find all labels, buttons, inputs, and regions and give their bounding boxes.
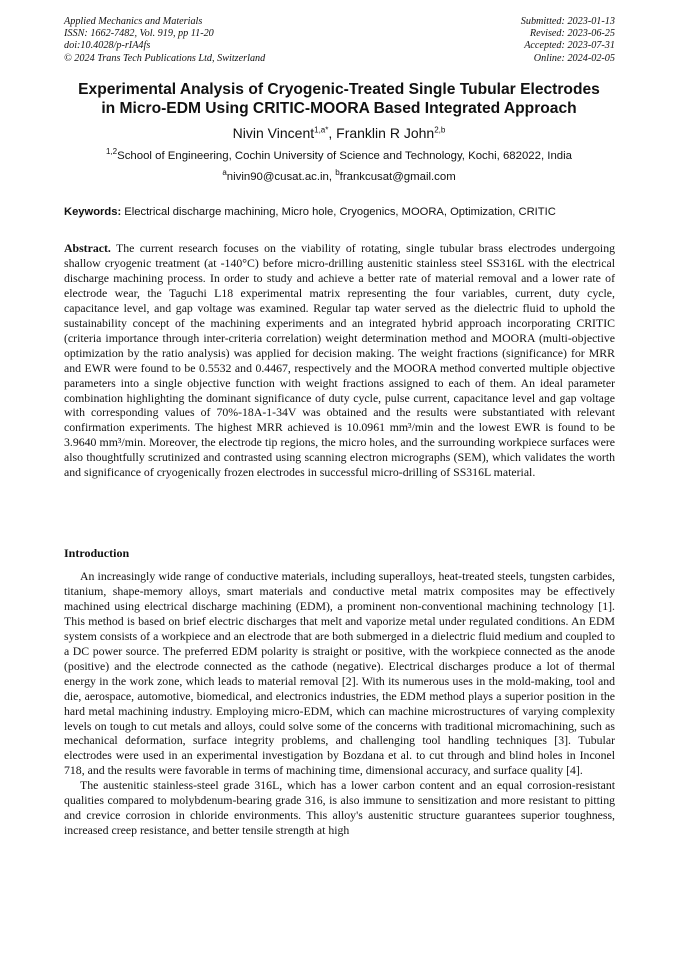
author-2-sup: 2,b	[434, 125, 446, 135]
email-b-sup: b	[335, 168, 340, 178]
author-2-name: Franklin R John	[336, 125, 435, 141]
journal-name: Applied Mechanics and Materials	[64, 16, 203, 27]
introduction-body	[64, 569, 615, 838]
email-b: frankcusat@gmail.com	[339, 171, 456, 183]
keywords-label: Keywords:	[64, 206, 122, 218]
author-separator: ,	[328, 125, 337, 141]
journal-doi: doi:10.4028/p-rIA4fs	[64, 40, 151, 52]
introduction-paragraph-2: The austenitic stainless-steel grade 316L, which has a lower carbon content and an equal corrosion-resistant qualities compared to molybdenum-bearing grade 316, is also immune to sensitization and more resistant to pitting and crevice corrosion in chloride environments. This alloy's austenitic structure guarantees superior toughness, increased creep resistance, and better tensile strength at high	[64, 778, 615, 838]
keywords-text: Electrical discharge machining, Micro hole, Cryogenics, MOORA, Optimization, CRITIC	[121, 206, 556, 218]
author-1-name: Nivin Vincent	[232, 125, 315, 141]
date-online: Online: 2024-02-05	[533, 52, 615, 64]
keywords	[64, 205, 615, 220]
journal-issn: ISSN: 1662-7482, Vol. 919, pp 11-20	[64, 28, 214, 40]
date-accepted: Accepted: 2023-07-31	[524, 40, 615, 52]
introduction-heading: Introduction	[64, 546, 130, 560]
journal-header-left	[64, 16, 265, 65]
affiliation-sup: 1,2	[106, 147, 118, 157]
date-revised: Revised: 2023-06-25	[529, 28, 615, 40]
title-line-2: in Micro-EDM Using CRITIC-MOORA Based Integrated Approach	[101, 100, 577, 117]
email-a-sup: a	[222, 168, 227, 178]
journal-header-right	[521, 16, 615, 65]
affiliation	[0, 149, 678, 164]
affiliation-text: School of Engineering, Cochin University of Science and Technology, Kochi, 682022, India	[117, 150, 572, 162]
author-1-sup: 1,a*	[314, 125, 329, 135]
email-a: nivin90@cusat.ac.in,	[226, 171, 336, 183]
abstract-label: Abstract.	[64, 241, 111, 255]
abstract	[64, 241, 615, 480]
date-submitted: Submitted: 2023-01-13	[520, 16, 615, 27]
journal-copyright: © 2024 Trans Tech Publications Ltd, Switzerland	[64, 52, 266, 64]
paper-title	[40, 80, 638, 118]
author-emails	[0, 170, 678, 185]
abstract-text: The current research focuses on the viability of rotating, single tubular brass electrodes undergoing shallow cryogenic treatment (at -140°C) before micro-drilling austenitic stainless steel SS316L with the electrical discharge machining process. In order to study and achieve a better rate of material removal and a lower rate of electrode wear, the Taguchi L18 experimental matrix representing the four variables, current, duty cycle, capacitance level, and gap voltage was examined. Regular tap water served as the dielectric fluid to uphold the sustainability concept of the machining experiments and an integrated hybrid approach incorporating CRITIC (criteria importance through inter-criteria correlation) weight determination method and MOORA (multi-objective optimization by the ratio analysis) was applied for decision making. The weight fractions (significance) for MRR and EWR were found to be 0.5532 and 0.4467, respectively and the MOORA method converted multiple objective parameters into a single objective function with weight fractions assigned to each of them. An ideal parameter combination highlighting the dominant significance of duty cycle, pulse current, capacitance level and gap voltage with corresponding values of 70%-18A-1-34V was obtained and the results were substantiated with relevant confirmation experiments. The highest MRR achieved is 10.0961 mm³/min and the lowest EWR is found to be 3.9640 mm³/min. Moreover, the electrode tip regions, the micro holes, and the surrounding workpiece surfaces were also thoughtfully scrutinized and contrasted using scanning electron micrographs (SEM), which validates the worth and significance of cryogenically frozen electrodes in successful micro-drilling of SS316L material.	[64, 241, 615, 480]
author-list	[0, 124, 678, 142]
title-line-1: Experimental Analysis of Cryogenic-Treated Single Tubular Electrodes	[78, 81, 600, 98]
introduction-paragraph-1: An increasingly wide range of conductive materials, including superalloys, heat-treated steels, tungsten carbides, titanium, shape-memory alloys, smart materials and conductive metal matrix composites may be effectively machined using electrical discharge machining (EDM), a prominent non-conventional machining technology [1]. This method is based on brief electric discharges that melt and vaporize metal under regulated conditions. An EDM system consists of a workpiece and an electrode that are both submerged in a dielectric fluid medium and coupled to a DC power source. The preferred EDM polarity is straight or positive, with the workpiece connected as the anode (positive) and the electrode connected as the cathode (negative). Electrical discharges produce a lot of thermal energy in the work zone, which leads to material removal [2]. With its numerous uses in the mold-making, tool and die, aerospace, automotive, biomedical, and electronics industries, the EDM method plays a superior position in the hard metal machining industry. Employing micro-EDM, which can machine microstructures of varying complexity levels on tough to cut metals and alloys, could solve some of the concerns with traditional micromachining, such as mechanical deformation, surface integrity problems, and challenging tool handling techniques [3]. Tubular electrodes were used in an experimental investigation by Bozdana et al. to cut through and blind holes in Inconel 718, and the results were favorable in terms of machining time, dimensional accuracy, and surface quality [4].	[64, 569, 615, 778]
